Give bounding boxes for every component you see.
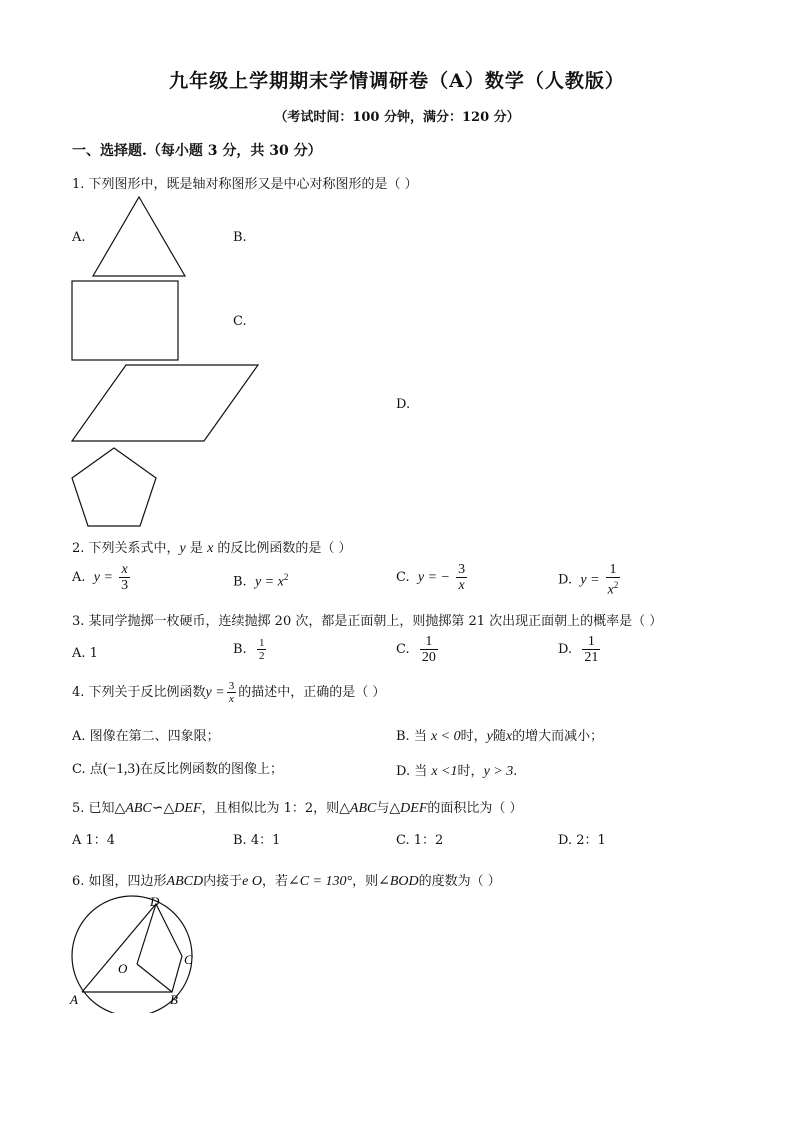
question-6-stem: 6. 如图，四边形ABCD内接于e O，若∠C = 130°，则∠BOD的度数为（ ） — [72, 874, 501, 889]
q3-option-a: A. 1 — [72, 646, 98, 661]
label-b: B — [170, 992, 178, 1007]
segment-od — [137, 904, 156, 964]
q1-option-c-label: C. — [233, 314, 247, 329]
fraction: $\frac{1}{x^2}$ — [607, 562, 619, 598]
q1-option-b-label: B. — [233, 230, 247, 245]
q3-option-b: B. $\frac{1}{2}$ — [233, 637, 265, 662]
equilateral-triangle-figure — [88, 193, 190, 281]
q5-option-c: C. 1：2 — [396, 833, 444, 848]
q4-option-c: C. 点(−1,3)在反比例函数的图像上； — [72, 761, 283, 777]
q4-option-b: B. 当 x < 0时，y随x的增大而减小； — [396, 729, 604, 744]
fraction: $\frac{1}{21}$ — [584, 634, 599, 665]
q3-option-d: D. $\frac{1}{21}$ — [558, 634, 599, 665]
quadrilateral-abcd — [82, 904, 182, 992]
q2-option-b: B. $y = x^2$ — [233, 572, 289, 590]
question-4-stem: 4. 下列关于反比例函数y = $\frac{3}{x}$ 的描述中，正确的是（ ） — [72, 680, 386, 705]
label-a: A — [70, 992, 78, 1007]
label-d: D — [150, 894, 160, 909]
fraction: $\frac{1}{2}$ — [258, 637, 265, 662]
page-title: 九年级上学期期末学情调研卷（A）数学（人教版） — [169, 70, 625, 92]
q3-option-c: C. $\frac{1}{20}$ — [396, 634, 436, 665]
rectangle-figure — [70, 279, 182, 363]
fraction: $\frac{x}{3}$ — [121, 562, 129, 593]
exam-info: （考试时间：100 分钟，满分：120 分） — [274, 110, 520, 125]
q2-option-c: C. y = − $\frac{3}{x}$ — [396, 562, 466, 593]
q4-option-d: D. 当 x <1时，y > 3. — [396, 764, 518, 779]
regular-pentagon-figure — [68, 444, 162, 530]
inscribed-quadrilateral-figure — [62, 893, 208, 1013]
q1-option-d-label: D. — [396, 397, 411, 412]
q4-option-a: A. 图像在第二、四象限； — [72, 729, 220, 744]
question-3-stem: 3. 某同学抛掷一枚硬币，连续抛掷 20 次，都是正面朝上，则抛掷第 21 次出现正面朝上的概率是（ ） — [72, 614, 663, 629]
fraction: $\frac{1}{20}$ — [421, 634, 436, 665]
q5-option-d: D. 2：1 — [558, 833, 606, 848]
question-5-stem: 5. 已知△ABC∽△DEF，且相似比为 1：2，则△ABC与△DEF的面积比为（ ） — [72, 801, 523, 816]
q5-option-a: A 1：4 — [72, 833, 116, 848]
q2-option-a: A. y = $\frac{x}{3}$ — [72, 562, 129, 593]
label-o: O — [118, 961, 128, 976]
question-2-stem: 2. 下列关系式中，y 是 x 的反比例函数的是（ ） — [72, 541, 352, 556]
fraction: $\frac{3}{x}$ — [458, 562, 466, 593]
segment-ob — [137, 964, 172, 992]
question-1-stem: 1. 下列图形中，既是轴对称图形又是中心对称图形的是（ ） — [72, 177, 418, 192]
label-c: C — [184, 952, 193, 967]
fraction: $\frac{3}{x}$ — [228, 680, 235, 705]
q1-option-a-label: A. — [72, 230, 86, 245]
q5-option-b: B. 4：1 — [233, 833, 281, 848]
section-heading: 一、选择题.（每小题 3 分，共 30 分） — [72, 143, 322, 159]
parallelogram-figure — [70, 361, 262, 445]
q2-option-d: D. y = $\frac{1}{x^2}$ — [558, 562, 619, 598]
